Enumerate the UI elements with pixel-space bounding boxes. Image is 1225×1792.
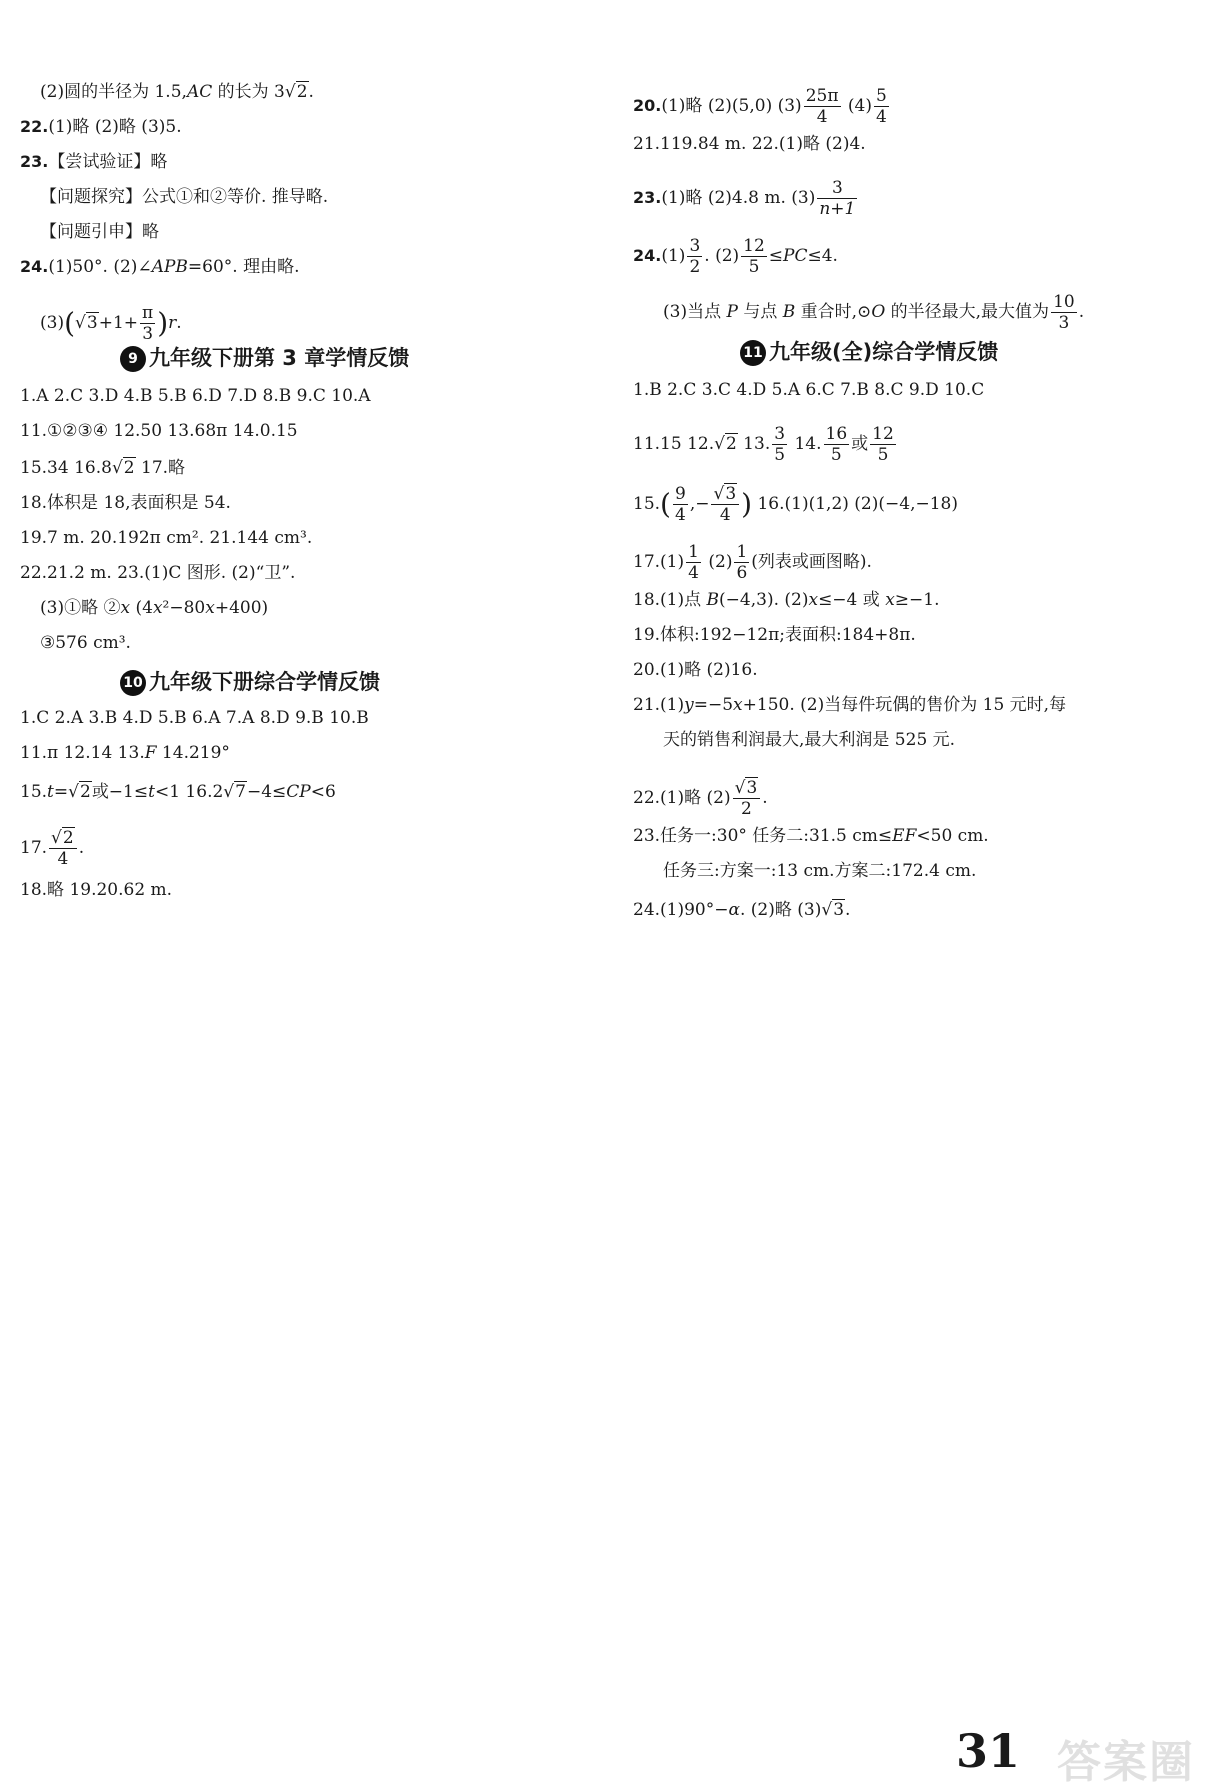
answer-11: 11.15 12.√2 13. $\frac{3}{5}$ 14. $\frac{16}{5}$ 或 $\frac{12}{5}$ [633,424,894,465]
answer-23c: ③576 cm³. [40,633,131,653]
answer-15: 15.t=√2或−1≤t<1 16.2√7−4≤CP<6 [20,782,336,802]
answer-23c: 【问题引申】略 [40,222,159,242]
section-number-badge: 10 [120,670,146,696]
answer-line: (2)圆的半径为 1.5,AC 的长为 3√2. [40,82,314,102]
section-heading-9: 9 九年级下册第 3 章学情反馈 [120,344,409,372]
watermark: 答案圈 [1057,1737,1195,1788]
answer-20: 20.(1)略 (2)(5,0) (3) $\frac{25\pi}{4}$ (4) $\frac{5}{4}$ [633,86,887,127]
answer-23b: 【问题探究】公式①和②等价. 推导略. [40,187,329,207]
answer-18: 18.体积是 18,表面积是 54. [20,493,231,513]
answer-22: 22.(1)略 (2) $\frac{√3}{2}$ . [633,778,768,819]
answer-23b: (3)①略 ②x (4x²−80x+400) [40,598,269,618]
section-heading-11: 11 九年级(全)综合学情反馈 [740,338,998,366]
section-number-badge: 11 [740,340,766,366]
answer-17: 17.(1) $\frac{1}{4}$ (2) $\frac{1}{6}$ (列表或画图略). [633,542,872,583]
answer-21: 21.119.84 m. 22.(1)略 (2)4. [633,134,866,154]
answer-23: 23.(1)略 (2)4.8 m. (3) $\frac{3}{n+1}$ [633,178,856,219]
answer-23-cont: 任务三:方案一:13 cm.方案二:172.4 cm. [663,861,977,881]
answer-21: 21.(1)y=−5x+150. (2)当每件玩偶的售价为 15 元时,每 [633,695,1067,715]
answer-23: 23.任务一:30° 任务二:31.5 cm≤EF<50 cm. [633,826,989,846]
answer-11: 11.π 12.14 13.F 14.219° [20,743,230,763]
answer-24: 24.(1)90°−α. (2)略 (3)√3. [633,900,851,920]
section-number-badge: 9 [120,346,146,372]
answer-mc: 1.A 2.C 3.D 4.B 5.B 6.D 7.D 8.B 9.C 10.A [20,386,371,406]
answer-19: 19.体积:192−12π;表面积:184+8π. [633,625,916,645]
answer-22: 22.21.2 m. 23.(1)C 图形. (2)“卫”. [20,563,296,583]
answer-17: 17. $\frac{√2}{4}$ . [20,828,85,869]
answer-18: 18.(1)点 B(−4,3). (2)x≤−4 或 x≥−1. [633,590,940,610]
answer-24c: (3)(√3+1+ $\frac{\pi}{3}$ )r. [40,303,182,344]
answer-15: 15.34 16.8√2 17.略 [20,458,186,478]
answer-19: 19.7 m. 20.192π cm². 21.144 cm³. [20,528,313,548]
answer-22: 22.(1)略 (2)略 (3)5. [20,117,182,137]
answer-24-part3: (3)当点 P 与点 B 重合时,⊙O 的半径最大,最大值为 $\frac{10}{3}$ . [663,292,1085,333]
answer-mc: 1.C 2.A 3.B 4.D 5.B 6.A 7.A 8.D 9.B 10.B [20,708,369,728]
answer-24: 24.(1)50°. (2)∠APB=60°. 理由略. [20,257,300,277]
answer-mc: 1.B 2.C 3.C 4.D 5.A 6.C 7.B 8.C 9.D 10.C [633,380,985,400]
page-number: 31 [955,1724,1020,1778]
answer-15: 15.( $\frac{9}{4}$ ,− $\frac{√3}{4}$ ) 16.(1)(1,2) (2)(−4,−18) [633,484,958,525]
answer-18: 18.略 19.20.62 m. [20,880,173,900]
answer-23: 23.【尝试验证】略 [20,152,168,172]
answer-21-cont: 天的销售利润最大,最大利润是 525 元. [663,730,956,750]
answer-24: 24.(1) $\frac{3}{2}$ . (2) $\frac{12}{5}$ ≤PC≤4. [633,236,838,277]
section-heading-10: 10 九年级下册综合学情反馈 [120,668,380,696]
answer-11: 11.①②③④ 12.50 13.68π 14.0.15 [20,421,298,441]
answer-20: 20.(1)略 (2)16. [633,660,758,680]
